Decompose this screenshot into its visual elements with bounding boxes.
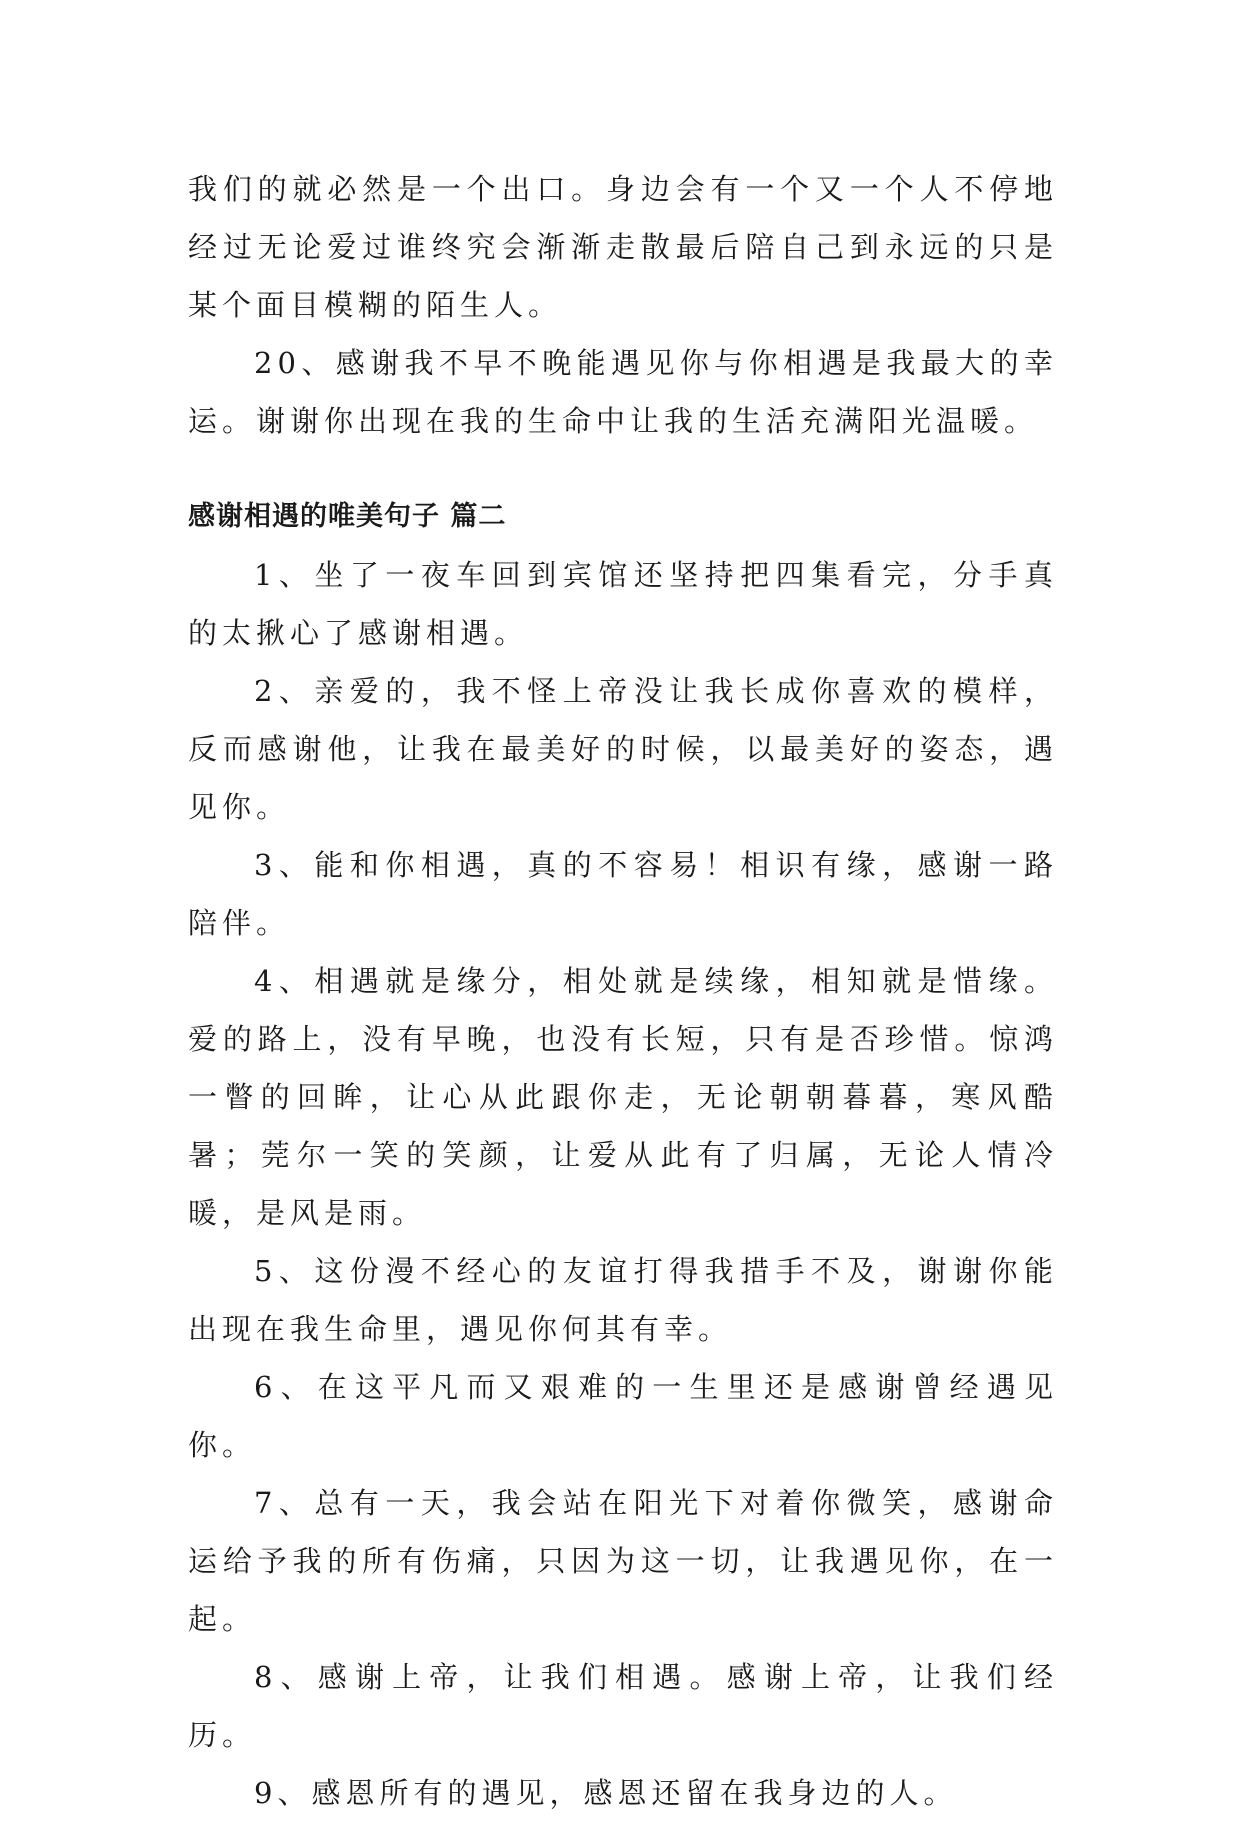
item-20-paragraph: 20、感谢我不早不晚能遇见你与你相遇是我最大的幸运。谢谢你出现在我的生命中让我的生活充满阳光温暖。 [188,346,1058,438]
list-item: 1、坐了一夜车回到宾馆还坚持把四集看完，分手真的太揪心了感谢相遇。 [188,558,1058,650]
list-item: 8、感谢上帝，让我们相遇。感谢上帝，让我们经历。 [188,1660,1058,1752]
list-item: 2、亲爱的，我不怪上帝没让我长成你喜欢的模样，反而感谢他，让我在最美好的时候，以最美好的姿态，遇见你。 [188,674,1058,824]
list-item: 5、这份漫不经心的友谊打得我措手不及，谢谢你能出现在我生命里，遇见你何其有幸。 [188,1254,1058,1346]
list-item: 4、相遇就是缘分，相处就是续缘，相知就是惜缘。爱的路上，没有早晚，也没有长短，只有是否珍惜。惊鸿一瞥的回眸，让心从此跟你走，无论朝朝暮暮，寒风酷暑；莞尔一笑的笑颜，让爱从此有了归属，无论人情冷暖，是风是雨。 [188,964,1058,1230]
list-item: 9、感恩所有的遇见，感恩还留在我身边的人。 [254,1776,958,1810]
list-item: 6、在这平凡而又艰难的一生里还是感谢曾经遇见你。 [188,1370,1058,1462]
document-page [188,160,1058,1822]
list-item: 3、能和你相遇，真的不容易！相识有缘，感谢一路陪伴。 [188,848,1058,940]
list-item: 7、总有一天，我会站在阳光下对着你微笑，感谢命运给予我的所有伤痛，只因为这一切，让我遇见你，在一起。 [188,1486,1058,1636]
section-title: 感谢相遇的唯美句子 篇二 [188,501,507,532]
continuation-paragraph: 我们的就必然是一个出口。身边会有一个又一个人不停地经过无论爱过谁终究会渐渐走散最后陪自己到永远的只是某个面目模糊的陌生人。 [188,172,1058,322]
